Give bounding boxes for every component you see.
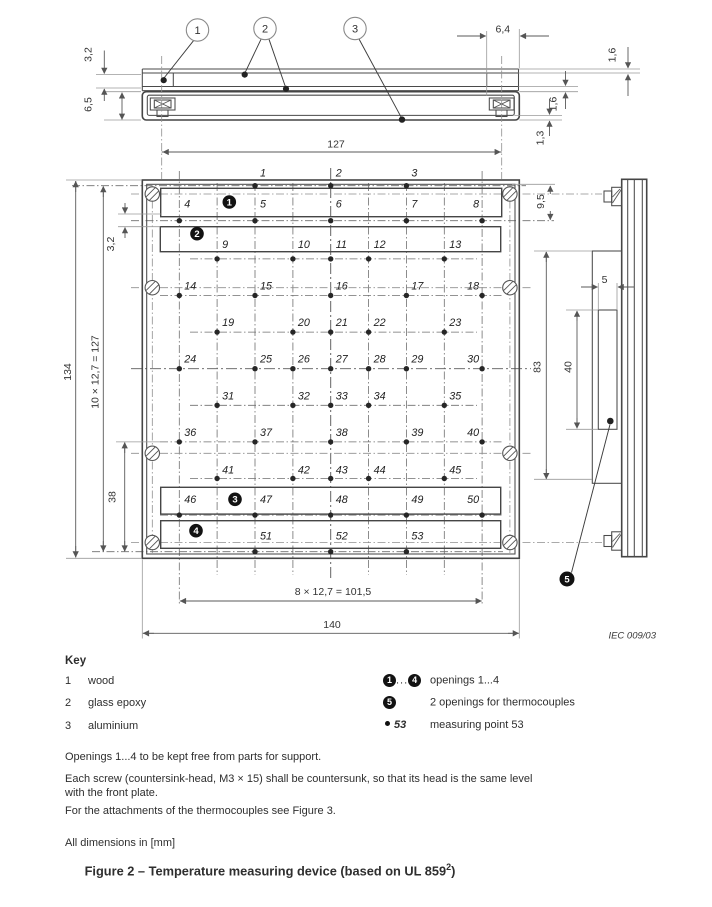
opening-1	[161, 188, 502, 216]
measuring-point-dot	[328, 476, 333, 481]
plate-screw	[145, 187, 159, 201]
dim-side-height: 83	[531, 361, 544, 373]
measuring-point-dot	[366, 366, 371, 371]
dim-top-margin: 9,5	[535, 194, 547, 209]
measuring-point-label: 37	[260, 426, 273, 439]
dim-alu-height: 6,5	[82, 97, 95, 112]
plate-screw	[503, 281, 517, 295]
note-dimensions: All dimensions in [mm]	[65, 837, 176, 849]
measuring-point-dot	[479, 366, 484, 371]
measuring-point-dot	[252, 512, 257, 517]
measuring-point-dot	[442, 476, 447, 481]
measuring-point-label: 3	[411, 167, 418, 180]
measuring-point-dot	[404, 293, 409, 298]
plate-screw	[503, 187, 517, 201]
measuring-point-dot	[214, 256, 219, 261]
front-view	[62, 139, 602, 639]
measuring-point-label: 38	[335, 426, 348, 439]
measuring-point-label: 21	[335, 317, 348, 330]
callout-dot-wood	[161, 77, 167, 83]
measuring-point-dot	[366, 256, 371, 261]
measuring-point-dot	[252, 183, 257, 188]
measuring-point-dot	[177, 512, 182, 517]
key-symbol-openings	[383, 674, 499, 687]
measuring-point-label: 43	[335, 464, 348, 477]
note-screws-line1: Each screw (countersink-head, M3 × 15) shall be countersunk, so that its head is the same level	[65, 773, 533, 785]
section-screw-left	[150, 98, 175, 117]
measuring-point-label: 53	[411, 530, 424, 543]
measuring-point-dot	[366, 403, 371, 408]
measuring-point-label: 49	[411, 494, 424, 507]
dim-total-width: 140	[323, 619, 341, 631]
measuring-point-dot	[328, 329, 333, 334]
measuring-point-dot	[479, 218, 484, 223]
key-thermocouples-label: 2 openings for thermocouples	[430, 696, 575, 709]
dim-slot-height: 40	[562, 361, 575, 373]
measuring-point-label: 36	[184, 426, 197, 439]
measuring-point-dot	[442, 329, 447, 334]
opening-badge-4-icon: 4	[408, 674, 421, 687]
opening-1-badge-label: 1	[226, 197, 232, 209]
key-material-1-num: 1	[65, 674, 72, 687]
plate-screw	[145, 281, 159, 295]
measuring-point-label: 29	[411, 353, 424, 366]
opening-2-badge-label: 2	[194, 229, 200, 240]
measuring-point-label: 28	[373, 353, 386, 366]
measuring-point-dot	[404, 439, 409, 444]
measuring-point-label: 48	[335, 494, 348, 507]
caption-close: )	[451, 863, 456, 879]
callout-dot-epoxy-top	[242, 72, 248, 78]
measuring-point-dot	[328, 218, 333, 223]
measuring-point-label: 19	[222, 317, 235, 330]
measuring-point-label: 31	[222, 390, 235, 403]
side-bolt-top	[604, 187, 622, 205]
dim-grid-height: 10 × 12,7 = 127	[89, 335, 102, 409]
measuring-point-label: 39	[411, 426, 424, 439]
measuring-point-dot	[328, 256, 333, 261]
measuring-point-dot	[366, 476, 371, 481]
measuring-point-dot	[252, 439, 257, 444]
measuring-point-label: 17	[411, 280, 424, 293]
measuring-point-label: 20	[297, 317, 310, 330]
plate-screw	[503, 535, 517, 549]
measuring-point-label: 18	[467, 280, 480, 293]
dim-opening-gap: 3,2	[105, 236, 117, 252]
measuring-point-label: 22	[373, 317, 386, 330]
measuring-point-label: 46	[184, 494, 197, 507]
measuring-point-dot	[290, 476, 295, 481]
side-bolt-bottom	[604, 532, 622, 550]
measuring-point-label: 2	[335, 167, 342, 180]
key-point-num: 53	[394, 718, 407, 731]
measuring-point-dot	[404, 366, 409, 371]
measuring-point-dot	[404, 512, 409, 517]
measuring-point-dot	[328, 183, 333, 188]
key-point-label: measuring point 53	[430, 718, 524, 731]
plate-screw	[145, 535, 159, 549]
measuring-point-label: 10	[297, 238, 310, 251]
measuring-point-dot	[177, 366, 182, 371]
measuring-point-dot	[252, 366, 257, 371]
dim-bottom-margin: 38	[106, 491, 119, 503]
key-material-1-label: wood	[88, 674, 115, 687]
dim-total-height: 134	[62, 363, 74, 381]
measuring-point-dot	[442, 403, 447, 408]
callout-dot-aluminium	[399, 116, 405, 122]
key-material-2-num: 2	[65, 697, 72, 709]
iec-reference: IEC 009/03	[608, 630, 656, 642]
measuring-point-label: 9	[222, 238, 229, 251]
measuring-point-dot	[328, 512, 333, 517]
dim-slot-width: 5	[601, 274, 608, 286]
note-thermocouples: For the attachments of the thermocouples see Figure 3.	[65, 805, 336, 817]
measuring-point-label: 24	[184, 353, 197, 366]
key-material-3-label: aluminium	[88, 719, 139, 732]
dim-wood-gap: 3,2	[82, 47, 95, 62]
note-screws	[65, 773, 532, 800]
measuring-point-dot	[252, 549, 257, 554]
measuring-point-label: 15	[260, 280, 273, 293]
key-material-2-label: glass epoxy	[88, 697, 147, 709]
measuring-point-label: 44	[373, 464, 386, 477]
measuring-point-dot	[479, 439, 484, 444]
measuring-point-dot	[328, 366, 333, 371]
key-material-3	[65, 720, 138, 732]
measuring-point-label: 8	[473, 198, 480, 211]
measuring-point-label: 6	[335, 198, 342, 211]
measuring-point-label: 42	[297, 464, 310, 477]
note-openings: Openings 1...4 to be kept free from parts for support.	[65, 751, 322, 763]
measuring-point-label: 23	[449, 317, 462, 330]
measuring-point-dot	[328, 439, 333, 444]
key-dots: ...	[396, 674, 409, 686]
measuring-point-dot	[328, 403, 333, 408]
opening-badge-5-icon: 5	[383, 696, 396, 709]
measuring-point-dot	[328, 549, 333, 554]
measuring-point-dot	[442, 256, 447, 261]
measuring-point-icon	[385, 721, 390, 726]
balloon-5-label: 5	[564, 574, 570, 586]
measuring-point-label: 40	[467, 426, 480, 439]
measuring-point-label: 25	[260, 353, 273, 366]
measuring-point-dot	[290, 256, 295, 261]
measuring-point-dot	[252, 293, 257, 298]
measuring-point-dot	[328, 293, 333, 298]
dim-back-sheet: 1,6	[547, 96, 560, 112]
dim-grid-width: 8 × 12,7 = 101,5	[294, 586, 372, 598]
measuring-point-dot	[252, 218, 257, 223]
measuring-point-dot	[214, 403, 219, 408]
measuring-point-label: 41	[222, 464, 235, 477]
balloon-3-label: 3	[351, 23, 359, 36]
key-openings-label: openings 1...4	[430, 673, 500, 686]
opening-4-badge-label: 4	[193, 526, 199, 537]
measuring-point-label: 1	[260, 167, 267, 180]
measuring-point-label: 27	[335, 353, 348, 366]
measuring-point-label: 33	[335, 390, 348, 403]
caption-text: Figure 2 – Temperature measuring device (based on UL 859	[84, 863, 447, 879]
thermocouple-opening-dot	[607, 418, 614, 425]
measuring-point-label: 14	[184, 280, 197, 293]
key-material-1	[65, 675, 114, 687]
opening-badge-1-icon: 1	[383, 674, 396, 687]
note-screws-line2: with the front plate.	[65, 786, 158, 799]
measuring-point-label: 11	[335, 238, 347, 251]
measuring-point-label: 47	[260, 494, 273, 507]
dim-alu-bottom: 1,3	[534, 130, 547, 146]
measuring-point-dot	[290, 366, 295, 371]
measuring-point-label: 34	[373, 390, 386, 403]
measuring-point-label: 30	[467, 353, 480, 366]
opening-3-badge-label: 3	[232, 494, 238, 506]
plate-screw	[503, 446, 517, 460]
measuring-point-label: 35	[449, 390, 462, 403]
side-view	[532, 179, 657, 641]
measuring-point-label: 32	[297, 390, 310, 403]
measuring-point-label: 26	[297, 353, 310, 366]
measuring-point-dot	[479, 512, 484, 517]
figure-caption	[0, 862, 540, 878]
measuring-point-label: 12	[373, 238, 386, 251]
key-symbol-point	[383, 719, 524, 731]
plate-screw	[145, 446, 159, 460]
measuring-point-dot	[404, 183, 409, 188]
measuring-point-dot	[366, 329, 371, 334]
dim-front-sheet: 1,6	[606, 47, 619, 63]
measuring-point-label: 5	[260, 198, 267, 211]
dim-screw-offset: 6,4	[495, 23, 511, 36]
dim-plate-width: 127	[327, 138, 345, 151]
measuring-point-dot	[290, 329, 295, 334]
measuring-point-label: 4	[184, 198, 191, 211]
measuring-point-dot	[479, 293, 484, 298]
thermocouple-slot	[598, 310, 617, 429]
callout-dot-epoxy-bottom	[283, 86, 289, 92]
key-title: Key	[65, 655, 87, 667]
measuring-point-dot	[214, 476, 219, 481]
measuring-point-label: 51	[260, 530, 273, 543]
measuring-point-label: 16	[335, 280, 348, 293]
balloon-2-label: 2	[261, 23, 269, 36]
measuring-point-dot	[177, 439, 182, 444]
key-symbol-thermocouples	[383, 696, 575, 709]
cross-section-view	[83, 17, 641, 179]
measuring-point-label: 45	[449, 464, 462, 477]
measuring-point-label: 52	[335, 530, 348, 543]
measuring-point-dot	[177, 218, 182, 223]
measuring-point-dot	[404, 218, 409, 223]
measuring-point-dot	[177, 293, 182, 298]
measuring-point-label: 13	[449, 238, 462, 251]
measuring-point-label: 7	[411, 198, 418, 211]
measuring-point-label: 50	[467, 494, 480, 507]
measuring-point-dot	[404, 549, 409, 554]
caption-footnote-marker: 2	[446, 862, 452, 872]
measuring-point-dot	[214, 329, 219, 334]
key-material-3-num: 3	[65, 719, 72, 732]
key-material-2	[65, 697, 146, 709]
measuring-point-dot	[290, 403, 295, 408]
balloon-1-label: 1	[194, 24, 201, 37]
